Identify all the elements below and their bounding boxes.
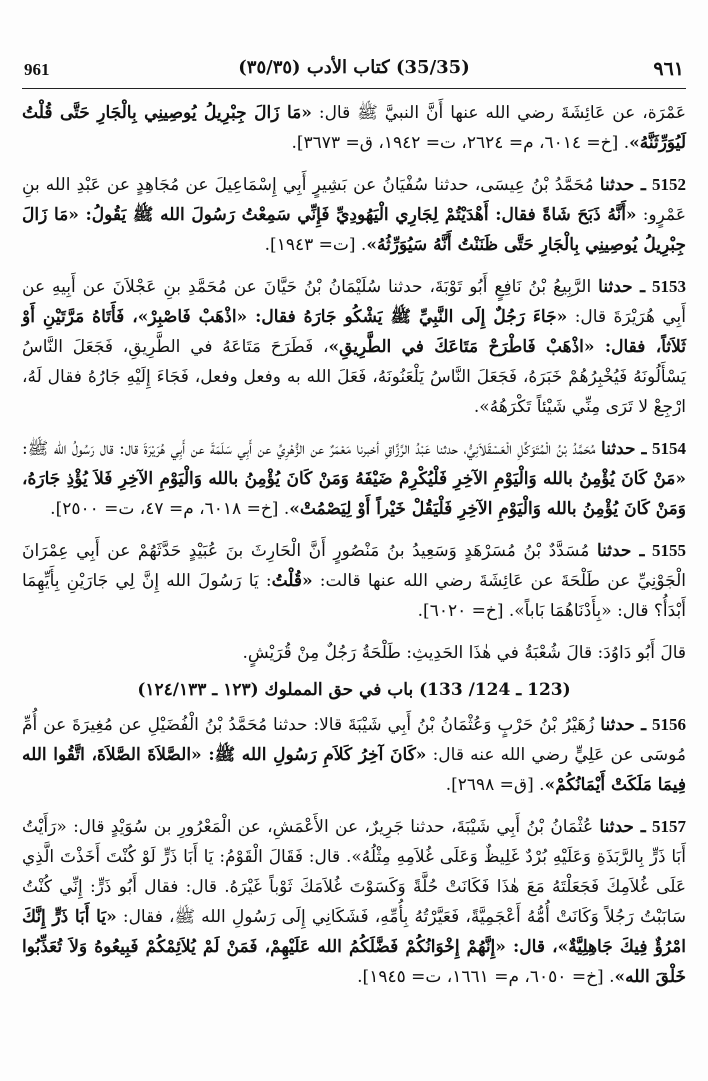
abu-dawud-note: قالَ أَبُو دَاوُدَ: قالَ شُعْبَةُ في هٰذَا الحَدِيثِ: طَلْحَةُ رَجُلٌ مِنْ قُرَيْشٍ. [242, 643, 686, 663]
chapter-title: (123 ـ 124/ 133) باب في حق المملوك (١٢٣ ـ ١٢٤/١٣٣) [137, 680, 571, 700]
hadith-label: ـ حدثنا [600, 715, 647, 735]
hadith-label: ـ حدثنا [599, 175, 646, 195]
hadith-5153: 5153 ـ حدثنا الرَّبِيعُ بْنُ نَافِعٍ أَبُو تَوْبَةَ، حدثنا سُلَيْمَانُ بْنُ حَيَّانَ عن مُحَمَّدِ بنِ عَجْلاَنَ عن أَبِيهِ عن أَبِي هُرَيْرَةَ قال: «جَاءَ رَجُلٌ إِلَى النَّبِيِّ ﷺ يَشْكُو جَارَهُ فقال: «اذْهَبْ فَاصْبِرْ»، فَأَتَاهُ مَرَّتَيْنِ أَوْ ثَلاَثاً، فقال: «اذْهَبْ فَاطْرَحْ مَتَاعَكَ في الطَّرِيقِ»، فَطَرَحَ مَتَاعَهُ في الطَّرِيقِ، فَجَعَلَ النَّاسُ يَسْأَلُونَهُ فَيُخْبِرُهُمْ خَبَرَهُ، فَجَعَلَ النَّاسُ يَلْعَنُونَهُ، فَعَلَ الله به وفعل وفعل، فَجَاءَ إِلَيْهِ جَارُهُ فقال لَهُ، ارْجِعْ لا تَرَى مِنِّي شَيْئاً تَكْرَهُهُ». [22, 277, 686, 417]
hadith-5157: 5157 ـ حدثنا عُثْمَانُ بْنُ أَبِي شَيْبَةَ، حدثنا جَرِيرٌ، عن الأَعْمَشِ، عن الْمَعْرُورِ بن سُوَيْدٍ قال: «رَأَيْتُ أَبَا ذَرٍّ بِالرَّبَذَةِ وَعَلَيْهِ بُرْدٌ غَلِيظٌ وَعَلَى غُلاَمِهِ مِثْلُهُ». قال: فَقَالَ الْقَوْمُ: يَا أَبَا ذَرٍّ لَوْ كُنْتَ أَخَذْتَ الَّذِي عَلَى غُلاَمِكَ فَجَعَلْتَهُ مَعَ هٰذَا فَكَانَتْ حُلَّةً وَكَسَوْتَ غُلاَمَكَ ثَوْباً غَيْرَهُ. قال: فقال أَبُو ذَرٍّ: إِنِّي كُنْتُ سَابَبْتُ رَجُلاً وَكَانَتْ أُمُّهُ أَعْجَمِيَّةً، فَعَيَّرْتُهُ بِأُمِّهِ، فَشَكَانِي إِلَى رَسُولِ الله ﷺ، فقال: «يَا أَبَا ذَرٍّ إِنَّكَ امْرُؤٌ فِيكَ جَاهِلِيَّةٌ»، قال: «إِنَّهُمْ إِخْوَانُكُمْ فَضَّلَكُمُ الله عَلَيْهِمْ، فَمَنْ لَمْ يُلاَئِمْكُمْ فَبِيعُوهُ وَلاَ تُعَذِّبُوا خَلْقَ الله». [خ= ٦٠٥٠، م= ١٦٦١، ت= ١٩٤٥]. [22, 817, 686, 987]
hadith-5156: 5156 ـ حدثنا زُهَيْرُ بْنُ حَرْبٍ وَعُثْمَانُ بْنُ أَبِي شَيْبَةَ قالا: حدثنا مُحَمَّدُ بْنُ الْفُضَيْلِ عن مُغِيرَةَ عن أُمِّ مُوسَى عن عَلِيٍّ رضي الله عنه قال: «كَانَ آخِرُ كَلاَمِ رَسُولِ الله ﷺ: «الصَّلاَةَ الصَّلاَةَ، اتَّقُوا الله فِيمَا مَلَكَتْ أَيْمَانُكُمْ». [ق= ٢٦٩٨]. [22, 715, 687, 795]
hadith-5154: 5154 ـ حدثنا مُحَمَّدُ بْنُ الْمُتَوَكِّلِ الْعَسْقَلاَنِيُّ، حدثنا عَبْدُ الرَّزَّاقِ أخبرنا مَعْمَرٌ عن الزُّهْرِيِّ عن أَبِي سَلَمَةَ عن أَبِي هُرَيْرَةَ قال: قال رَسُولُ الله ﷺ: «مَنْ كَانَ يُؤْمِنُ بالله وَالْيَوْمِ الآخِرِ فَلْيُكْرِمْ ضَيْفَهُ وَمَنْ كَانَ يُؤْمِنُ بالله وَالْيَوْمِ الآخِرِ فَلاَ يُؤْذِ جَارَهُ، وَمَنْ كَانَ يُؤْمِنُ بالله وَالْيَوْمِ الآخِرِ فَلْيَقُلْ خَيْراً أَوْ لِيَصْمُتْ». [خ= ٦٠١٨، م= ٤٧، ت= ٢٥٠٠]. [22, 439, 687, 519]
page-number-arabic: ٩٦١ [653, 58, 684, 80]
hadith-number: 5157 [652, 817, 686, 836]
hadith-label: ـ حدثنا [596, 541, 645, 561]
hadith-number: 5153 [652, 277, 686, 296]
hadith-label: ـ حدثنا [598, 277, 646, 297]
page-body [22, 98, 686, 1004]
hadith-label: ـ حدثنا [601, 439, 647, 459]
hadith-number: 5155 [652, 541, 687, 560]
running-title: (35/35) كتاب الأدب (٣٥/٣٥) [238, 57, 470, 78]
hadith-5152: 5152 ـ حدثنا مُحَمَّدُ بْنُ عِيسَى، حدثنا سُفْيَانُ عن بَشِيرٍ أَبِي إِسْمَاعِيلَ عن مُجَاهِدٍ عن عَبْدِ الله بنِ عَمْرٍو: «أَنَّهُ ذَبَحَ شَاةً فقال: أَهْدَيْتُمْ لِجَارِي الْيَهُودِيِّ فَإِنِّي سَمِعْتُ رَسُولَ الله ﷺ يَقُولُ: «مَا زَالَ جِبْرِيلُ يُوصِينِي بِالْجَارِ حَتَّى ظَنَنْتُ أَنَّهُ سَيُوَرِّثُهُ». [ت= ١٩٤٣]. [22, 175, 687, 255]
hadith-label: ـ حدثنا [599, 817, 646, 837]
hadith-paragraph: عَمْرَة، عن عَائِشَةَ رضي الله عنها أَنَّ النبيَّ ﷺ قال: «مَا زَالَ جِبْرِيلُ يُوصِينِي بِالْجَارِ حَتَّى قُلْتُ لَيُوَرِّثَنَّهُ». [خ= ٦٠١٤، م= ٢٦٢٤، ت= ١٩٤٢، ق= ٣٦٧٣]. [22, 103, 686, 153]
page-number-latin: 961 [24, 60, 50, 79]
page-header [22, 52, 686, 89]
hadith-5155: 5155 ـ حدثنا مُسَدَّدٌ بْنُ مُسَرْهَدٍ وَسَعِيدُ بنُ مَنْصُورٍ أَنَّ الْحَارِثَ بنَ عُبَيْدٍ حَدَّثَهُمْ عن أَبِي عِمْرَانَ الْجَوْنِيِّ عن طَلْحَةَ عن عَائِشَةَ رضي الله عنها قالت: «قُلْتُ: يَا رَسُولَ الله إِنَّ لِي جَارَيْنِ بِأَيِّهِمَا أَبْدَأُ؟ قال: «بِأَدْنَاهُمَا بَاباً». [خ= ٦٠٢٠]. [22, 541, 687, 621]
hadith-number: 5152 [652, 175, 687, 194]
hadith-number: 5154 [652, 439, 687, 458]
hadith-number: 5156 [652, 715, 687, 734]
